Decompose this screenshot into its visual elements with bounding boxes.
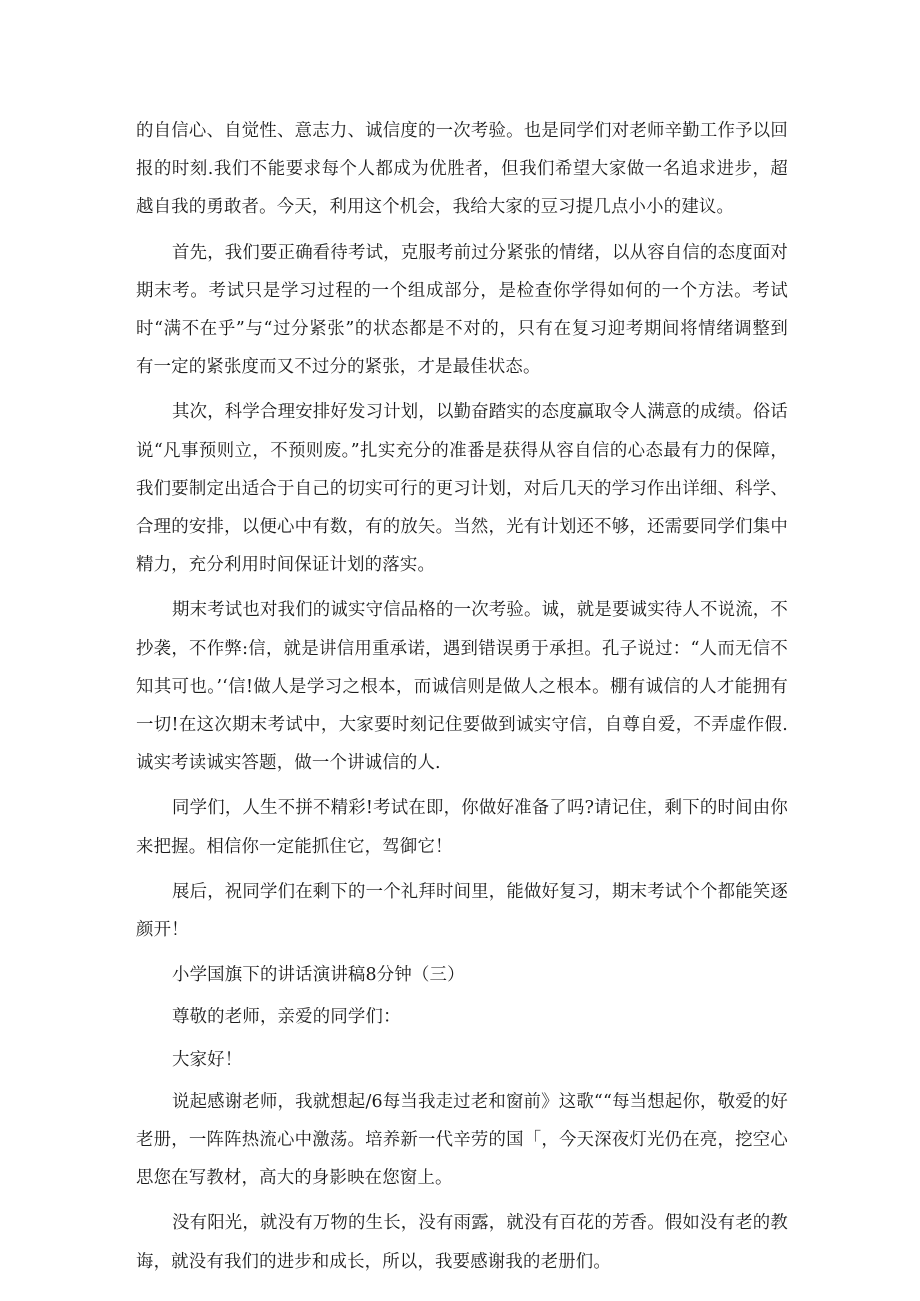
paragraph-closing-wish: 展后，祝同学们在剩下的一个礼拜时间里，能做好复习，期末考试个个都能笑逐颜开！ bbox=[136, 881, 788, 941]
paragraph-gratitude: 没有阳光，就没有万物的生长，没有雨露，就没有百花的芳香。假如没有老的教诲，就没有我们的进步和成长，所以，我要感谢我的老册们。 bbox=[136, 1213, 788, 1272]
paragraph-continuation: 的自信心、自觉性、意志力、诚信度的一次考验。也是同学们对老师辛勤工作予以回报的时刻.我们不能要求每个人都成为优胜者，但我们希望大家做一名追求进步，超越自我的勇敢者。今天，利用这个机会，我给大家的豆习提几点小小的建议。 bbox=[136, 121, 788, 218]
document-page bbox=[136, 112, 788, 1288]
paragraph-integrity: 期末考试也对我们的诚实守信品格的一次考验。诚，就是要诚实待人不说流，不抄袭，不作弊:信，就是讲信用重承诺，遇到错误勇于承担。孔子说过：“人而无信不知其可也。’‘信!做人是学习之根本，而诚信则是做人之根本。棚有诚信的人才能拥有一切!在这次期末考试中，大家要时刻记住要做到诚实守信，自尊自爱，不弄虚作假.诚实考读诚实答题，做一个讲诚信的人. bbox=[136, 600, 788, 774]
paragraph-second-point: 其次，科学合理安排好发习计划，以勤奋踏实的态度赢取令人满意的成绩。俗话说“凡事预则立，不预则废。”扎实充分的准番是获得从容自信的心态最有力的保障，我们要制定出适合于自己的切实可行的更习计划，对后几天的学习作出详细、科学、合理的安排，以便心中有数，有的放矢。当然，光有计划还不够，还需要同学们集中精力，充分利用时间保证计划的落实。 bbox=[136, 402, 788, 576]
salutation: 尊敬的老师，亲爱的同学们： bbox=[172, 1007, 401, 1028]
greeting: 大家好！ bbox=[172, 1049, 243, 1070]
paragraph-song: 说起感谢老师，我就想起/6每当我走过老和窗前》这歌““每当想起你，敬爱的好老册，一阵阵热流心中激荡。培养新一代辛劳的国「，今天深夜灯光仍在亮，挖空心思您在写教材，高大的身影映在您窗上。 bbox=[136, 1091, 788, 1189]
paragraph-first-point: 首先，我们要正确看待考试，克服考前过分紧张的情绪，以从容自信的态度面对期末考。考试只是学习过程的一个组成部分，是检查你学得如何的一个方法。考试时“满不在乎”与“过分紧张”的状态都是不对的，只有在复习迎考期间将情绪调整到有一定的紧张度而又不过分的紧张，才是最佳状态。 bbox=[136, 242, 788, 378]
paragraph-encouragement: 同学们，人生不拼不精彩!考试在即，你做好准备了吗?请记住，剩下的时间由你来把握。相信你一定能抓住它，驾御它！ bbox=[136, 798, 788, 857]
section-heading: 小学国旗下的讲话演讲稿8分钟（三） bbox=[172, 965, 465, 986]
